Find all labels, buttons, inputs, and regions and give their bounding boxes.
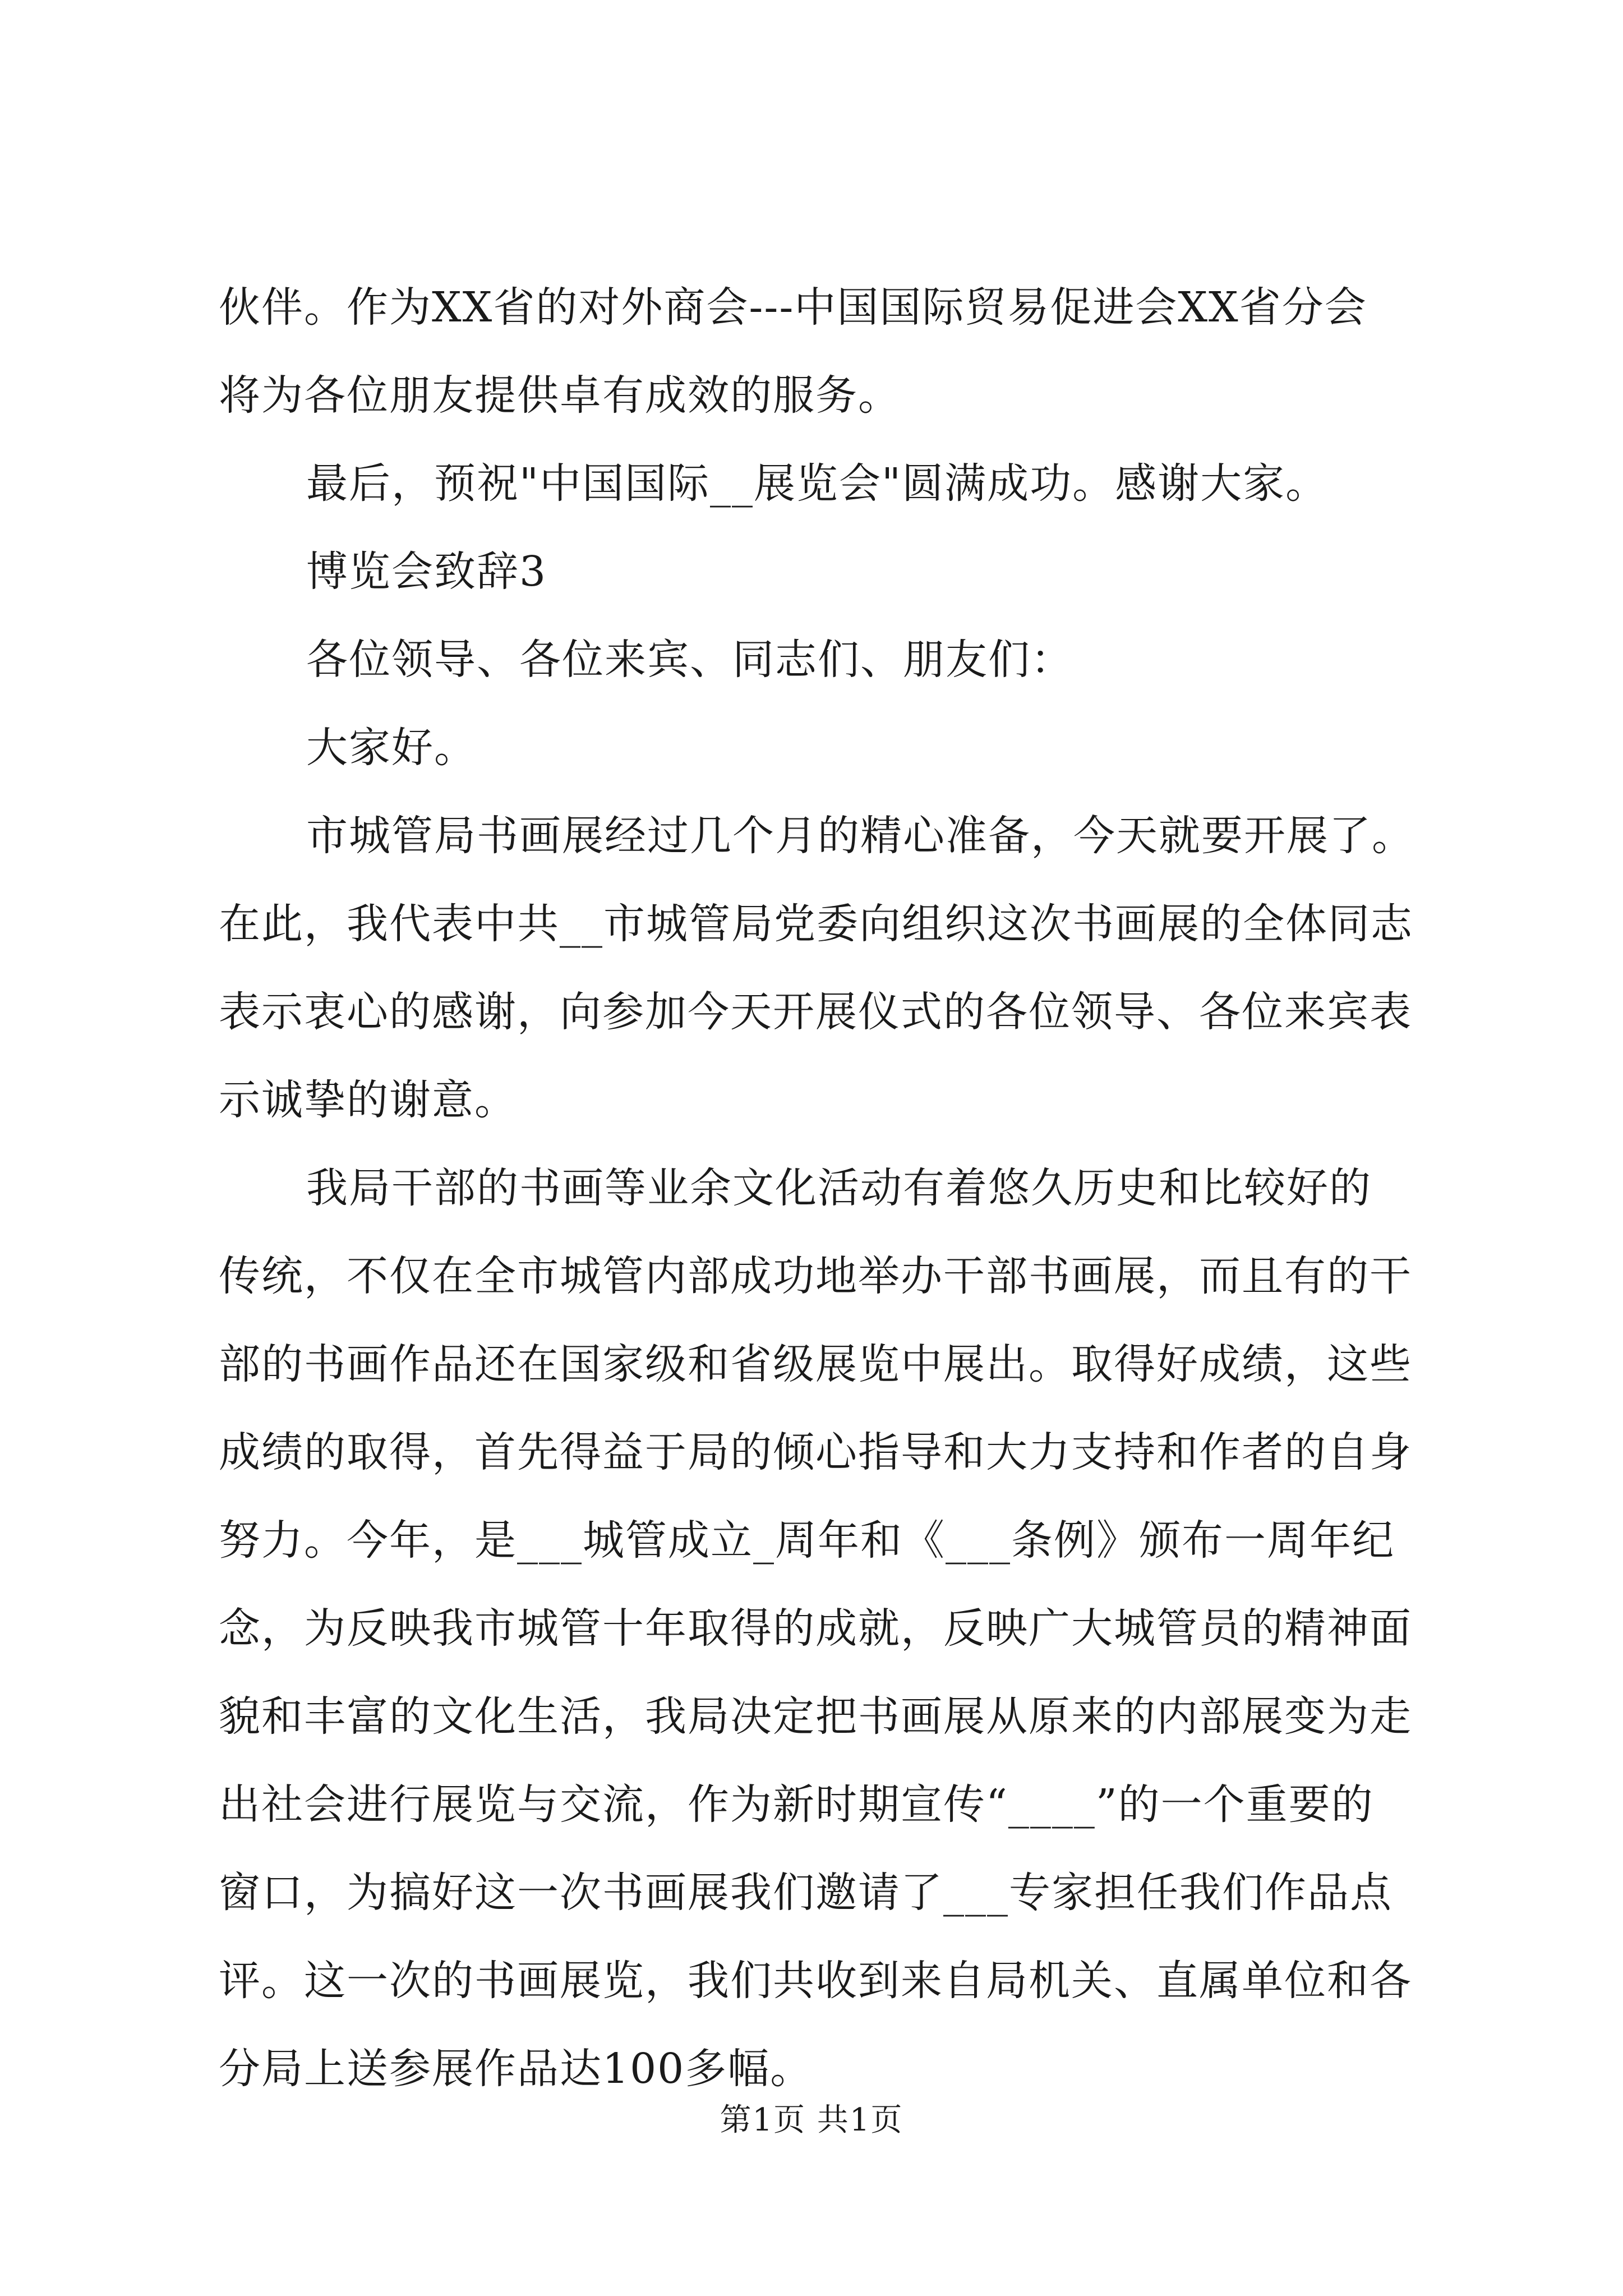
- text-line: 伙伴。作为XX省的对外商会---中国国际贸易促进会XX省分会: [219, 283, 1367, 332]
- text-line: 我局干部的书画等业余文化活动有着悠久历史和比较好的: [306, 1164, 1372, 1212]
- page-footer: 第1页 共1页: [720, 2102, 903, 2138]
- text-line: 部的书画作品还在国家级和省级展览中展出。取得好成绩，这些: [219, 1340, 1412, 1388]
- text-line: 将为各位朋友提供卓有成效的服务。: [219, 371, 901, 420]
- text-line: 努力。今年，是___城管成立_周年和《___条例》颁布一周年纪: [219, 1516, 1395, 1565]
- text-line: 出社会进行展览与交流，作为新时期宣传“____”的一个重要的: [219, 1780, 1374, 1829]
- text-line: 最后，预祝"中国国际__展览会"圆满成功。感谢大家。: [306, 459, 1329, 508]
- text-line: 成绩的取得，首先得益于局的倾心指导和大力支持和作者的自身: [219, 1428, 1412, 1476]
- text-line: 市城管局书画展经过几个月的精心准备，今天就要开展了。: [306, 812, 1414, 860]
- text-line: 表示衷心的感谢，向参加今天开展仪式的各位领导、各位来宾表: [219, 988, 1412, 1036]
- text-line: 大家好。: [306, 724, 477, 772]
- text-line: 博览会致辞3: [306, 547, 547, 596]
- text-line: 念，为反映我市城管十年取得的成就，反映广大城管员的精神面: [219, 1604, 1412, 1653]
- text-line: 分局上送参展作品达100多幅。: [219, 2045, 813, 2093]
- text-line: 传统，不仅在全市城管内部成功地举办干部书画展，而且有的干: [219, 1252, 1412, 1300]
- text-line: 窗口，为搞好这一次书画展我们邀请了___专家担任我们作品点: [219, 1869, 1393, 1917]
- text-line: 在此，我代表中共__市城管局党委向组织这次书画展的全体同志: [219, 900, 1413, 948]
- text-line: 评。这一次的书画展览，我们共收到来自局机关、直属单位和各: [219, 1957, 1412, 2005]
- text-line: 貌和丰富的文化生活，我局决定把书画展从原来的内部展变为走: [219, 1692, 1412, 1741]
- text-line: 示诚挚的谢意。: [219, 1076, 517, 1124]
- document-body: [219, 264, 1430, 2113]
- text-line: 各位领导、各位来宾、同志们、朋友们：: [306, 636, 1073, 684]
